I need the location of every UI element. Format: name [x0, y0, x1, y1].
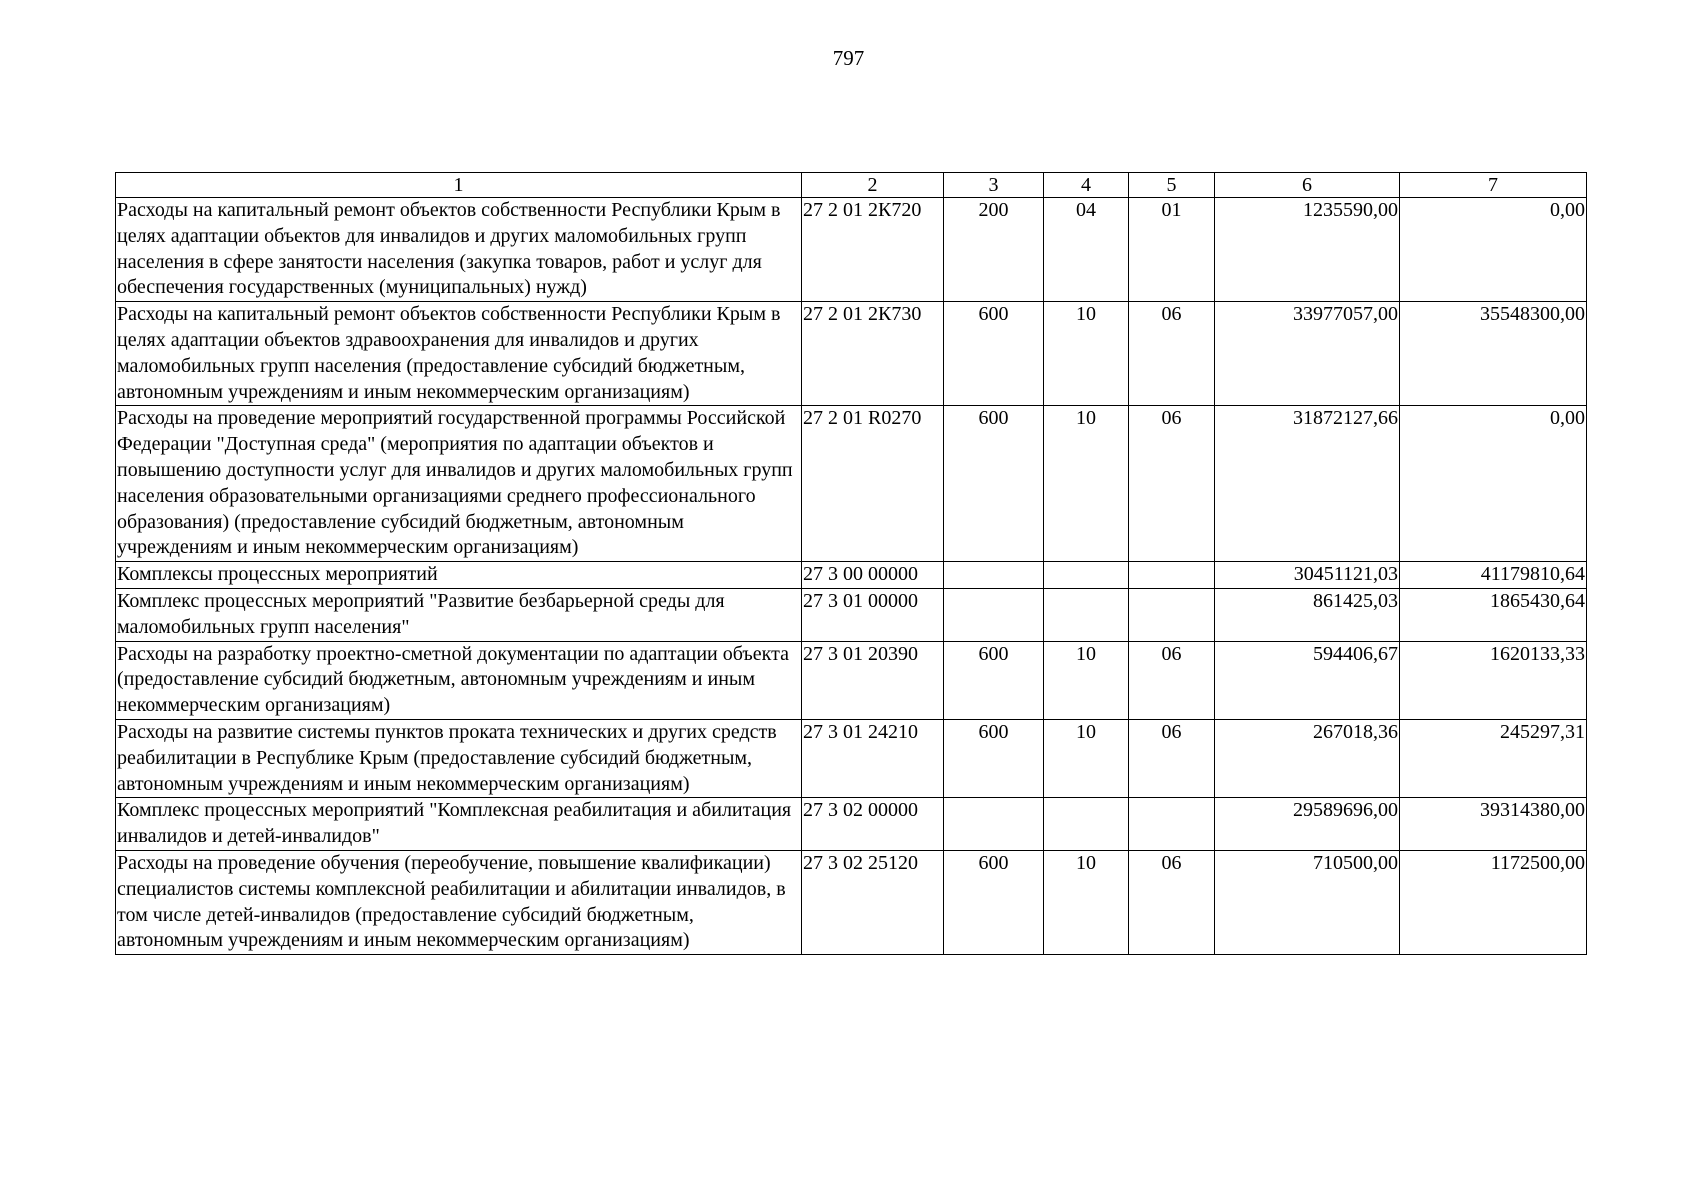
column-number: 2 [802, 173, 944, 198]
amount-column-6: 30451121,03 [1215, 562, 1400, 589]
amount-column-7: 41179810,64 [1400, 562, 1587, 589]
expense-type-code: 600 [944, 719, 1044, 797]
table-row [116, 198, 1587, 302]
expense-name: Расходы на проведение обучения (переобучение, повышение квалификации) специалистов системы комплексной реабилитации и абилитации инвалидов, в том числе детей-инвалидов (предоставление субсидий бюджетным, автономным учреждениям и иным некоммерческим организациям) [116, 850, 802, 954]
expense-type-code [944, 562, 1044, 589]
target-article-code: 27 2 01 2К730 [802, 302, 944, 406]
expense-type-code [944, 588, 1044, 641]
column-number: 5 [1129, 173, 1215, 198]
section-code [1044, 588, 1129, 641]
subsection-code: 06 [1129, 719, 1215, 797]
target-article-code: 27 3 01 20390 [802, 641, 944, 719]
expense-name: Расходы на развитие системы пунктов проката технических и других средств реабилитации в Республике Крым (предоставление субсидий бюджетным, автономным учреждениям и иным некоммерческим организациям) [116, 719, 802, 797]
expense-name: Расходы на проведение мероприятий государственной программы Российской Федерации "Доступная среда" (мероприятия по адаптации объектов и повышению доступности услуг для инвалидов и других маломобильных групп населения образовательными организациями среднего профессионального образования) (предоставление субсидий бюджетным, автономным учреждениям и иным некоммерческим организациям) [116, 406, 802, 562]
amount-column-7: 245297,31 [1400, 719, 1587, 797]
amount-column-6: 710500,00 [1215, 850, 1400, 954]
expense-name: Комплекс процессных мероприятий "Развитие безбарьерной среды для маломобильных групп населения" [116, 588, 802, 641]
expense-name: Расходы на капитальный ремонт объектов собственности Республики Крым в целях адаптации объектов для инвалидов и других маломобильных групп населения в сфере занятости населения (закупка товаров, работ и услуг для обеспечения государственных (муниципальных) нужд) [116, 198, 802, 302]
section-code: 10 [1044, 641, 1129, 719]
section-code: 04 [1044, 198, 1129, 302]
amount-column-7: 35548300,00 [1400, 302, 1587, 406]
table-row [116, 588, 1587, 641]
expense-type-code [944, 798, 1044, 851]
amount-column-6: 31872127,66 [1215, 406, 1400, 562]
section-code [1044, 562, 1129, 589]
expense-type-code: 200 [944, 198, 1044, 302]
column-number: 6 [1215, 173, 1400, 198]
column-number: 1 [116, 173, 802, 198]
section-code [1044, 798, 1129, 851]
target-article-code: 27 3 01 00000 [802, 588, 944, 641]
table-row [116, 719, 1587, 797]
section-code: 10 [1044, 406, 1129, 562]
amount-column-7: 0,00 [1400, 198, 1587, 302]
amount-column-6: 33977057,00 [1215, 302, 1400, 406]
column-number: 7 [1400, 173, 1587, 198]
budget-table [115, 172, 1587, 955]
subsection-code: 06 [1129, 641, 1215, 719]
expense-name: Комплексы процессных мероприятий [116, 562, 802, 589]
target-article-code: 27 3 02 25120 [802, 850, 944, 954]
subsection-code [1129, 588, 1215, 641]
table-row [116, 302, 1587, 406]
column-number: 3 [944, 173, 1044, 198]
expense-type-code: 600 [944, 641, 1044, 719]
table-row [116, 562, 1587, 589]
table-row [116, 406, 1587, 562]
subsection-code: 06 [1129, 302, 1215, 406]
amount-column-6: 594406,67 [1215, 641, 1400, 719]
column-number: 4 [1044, 173, 1129, 198]
target-article-code: 27 3 01 24210 [802, 719, 944, 797]
section-code: 10 [1044, 850, 1129, 954]
expense-type-code: 600 [944, 850, 1044, 954]
subsection-code [1129, 562, 1215, 589]
amount-column-6: 29589696,00 [1215, 798, 1400, 851]
section-code: 10 [1044, 719, 1129, 797]
target-article-code: 27 2 01 R0270 [802, 406, 944, 562]
expense-type-code: 600 [944, 302, 1044, 406]
section-code: 10 [1044, 302, 1129, 406]
amount-column-7: 1865430,64 [1400, 588, 1587, 641]
table-row [116, 850, 1587, 954]
amount-column-6: 1235590,00 [1215, 198, 1400, 302]
column-number-row [116, 173, 1587, 198]
page-number: 797 [832, 46, 865, 70]
expense-name: Комплекс процессных мероприятий "Комплексная реабилитация и абилитация инвалидов и детей-инвалидов" [116, 798, 802, 851]
expense-type-code: 600 [944, 406, 1044, 562]
subsection-code [1129, 798, 1215, 851]
table-row [116, 798, 1587, 851]
subsection-code: 06 [1129, 406, 1215, 562]
amount-column-6: 861425,03 [1215, 588, 1400, 641]
table-row [116, 641, 1587, 719]
subsection-code: 01 [1129, 198, 1215, 302]
subsection-code: 06 [1129, 850, 1215, 954]
amount-column-7: 0,00 [1400, 406, 1587, 562]
target-article-code: 27 2 01 2К720 [802, 198, 944, 302]
amount-column-7: 1620133,33 [1400, 641, 1587, 719]
amount-column-6: 267018,36 [1215, 719, 1400, 797]
expense-name: Расходы на капитальный ремонт объектов собственности Республики Крым в целях адаптации объектов здравоохранения для инвалидов и других маломобильных групп населения (предоставление субсидий бюджетным, автономным учреждениям и иным некоммерческим организациям) [116, 302, 802, 406]
amount-column-7: 1172500,00 [1400, 850, 1587, 954]
amount-column-7: 39314380,00 [1400, 798, 1587, 851]
target-article-code: 27 3 00 00000 [802, 562, 944, 589]
expense-name: Расходы на разработку проектно-сметной документации по адаптации объекта (предоставление субсидий бюджетным, автономным учреждениям и иным некоммерческим организациям) [116, 641, 802, 719]
target-article-code: 27 3 02 00000 [802, 798, 944, 851]
